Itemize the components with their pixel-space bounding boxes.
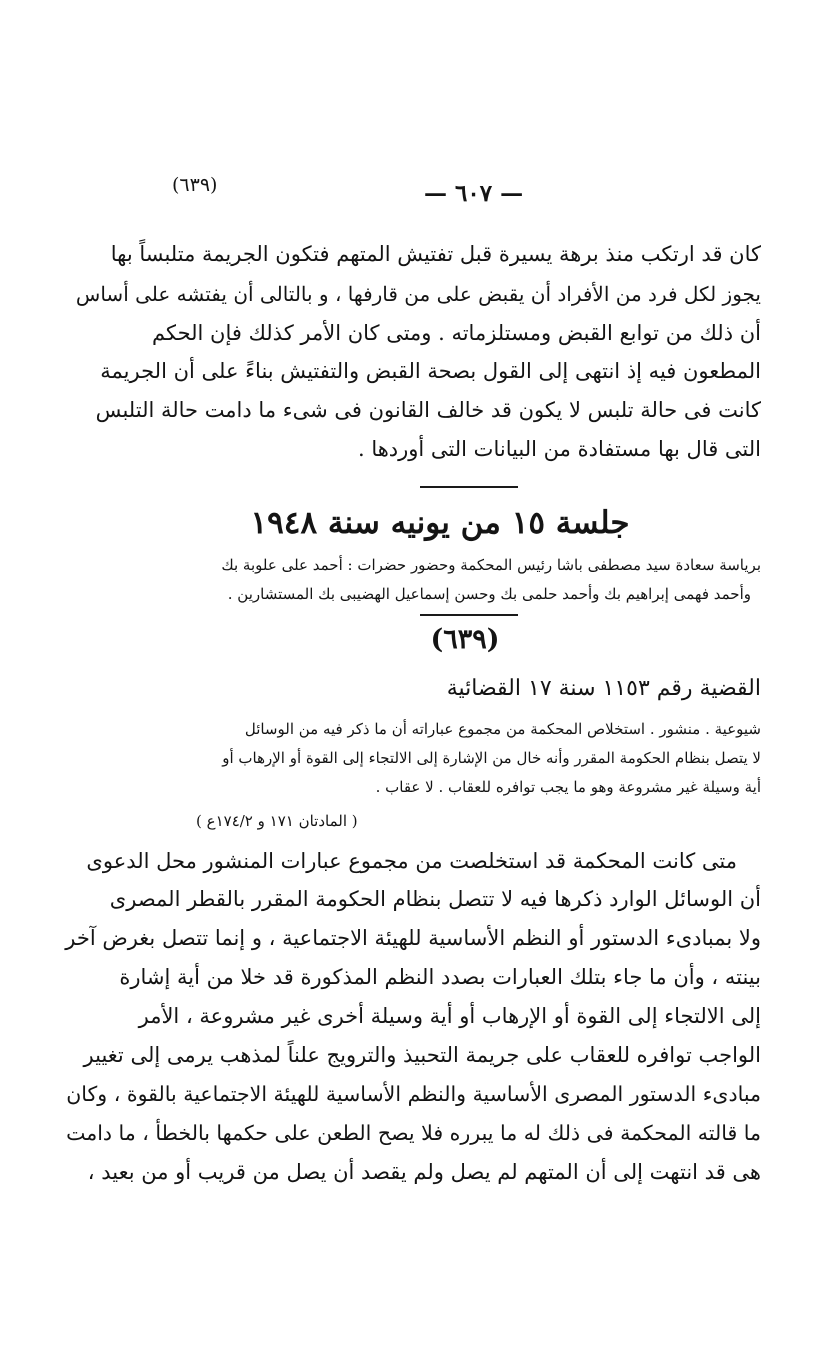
text-line: بينته ، وأن ما جاء بتلك العبارات بصدد النظم المذكورة قد خلا من أية إشارة bbox=[119, 965, 761, 989]
text-line: يجوز لكل فرد من الأفراد أن يقبض على من قارفها ، و بالتالى أن يفتشه على أساس bbox=[75, 282, 761, 306]
text-line: متى كانت المحكمة قد استخلصت من مجموع عبارات المنشور محل الدعوى bbox=[86, 849, 737, 873]
text-line: الواجب توافره للعقاب على جريمة التحبيذ والترويج علناً لمذهب يرمى إلى تغيير bbox=[83, 1043, 761, 1067]
divider bbox=[420, 614, 518, 616]
text-line: هى قد انتهت إلى أن المتهم لم يصل ولم يقصد أن يصل من قريب أو من بعيد ، bbox=[87, 1160, 761, 1184]
summary-line: أية وسيلة غير مشروعة وهو ما يجب توافره للعقاب . لا عقاب . bbox=[375, 778, 761, 796]
text-line: كانت فى حالة تلبس لا يكون قد خالف القانون فى شىء ما دامت حالة التلبس bbox=[95, 398, 761, 422]
text-line: أن ذلك من توابع القبض ومستلزماته . ومتى كان الأمر كذلك فإن الحكم bbox=[152, 321, 761, 345]
text-line: كان قد ارتكب منذ برهة يسيرة قبل تفتيش المتهم فتكون الجريمة متلبساً بها bbox=[110, 242, 761, 266]
case-reference: (٦٣٩) bbox=[172, 174, 218, 196]
text-line: ولا بمبادىء الدستور أو النظم الأساسية للهيئة الاجتماعية ، و إنما تتصل بغرض آخر bbox=[65, 926, 761, 950]
text-line: إلى الالتجاء إلى القوة أو الإرهاب أو أية وسيلة أخرى غير مشروعة ، الأمر bbox=[138, 1004, 761, 1028]
summary-line: شيوعية . منشور . استخلاص المحكمة من مجموع عباراته أن ما ذكر فيه من الوسائل bbox=[244, 720, 761, 738]
case-title: القضية رقم ١١٥٣ سنة ١٧ القضائية bbox=[446, 676, 761, 701]
divider bbox=[420, 486, 518, 488]
text-line: أن الوسائل الوارد ذكرها فيه لا تتصل بنظام الحكومة المقرر بالقطر المصرى bbox=[109, 887, 761, 911]
text-line: التى قال بها مستفادة من البيانات التى أوردها . bbox=[357, 437, 761, 461]
articles-reference: ( المادتان ١٧١ و ١٧٤/٢ع ) bbox=[196, 812, 358, 830]
session-title: جلسة ١٥ من يونيه سنة ١٩٤٨ bbox=[250, 505, 630, 541]
text-line: ما قالته المحكمة فى ذلك له ما يبرره فلا يصح الطعن على حكمها بالخطأ ، ما دامت bbox=[66, 1121, 761, 1145]
presiding-line: برياسة سعادة سيد مصطفى باشا رئيس المحكمة وحضور حضرات : أحمد على علوبة بك bbox=[221, 556, 761, 574]
text-line: مبادىء الدستور المصرى الأساسية والنظم الأساسية للهيئة الاجتماعية بالقوة ، وكان bbox=[66, 1082, 761, 1106]
page-number: — ٦٠٧ — bbox=[424, 180, 524, 207]
presiding-line: وأحمد فهمى إبراهيم بك وأحمد حلمى بك وحسن إسماعيل الهضيبى بك المستشارين . bbox=[227, 585, 751, 603]
case-number: (٦٣٩) bbox=[430, 624, 500, 655]
text-line: المطعون فيه إذ انتهى إلى القول بصحة القبض والتفتيش بناءً على أن الجريمة bbox=[100, 359, 761, 383]
summary-line: لا يتصل بنظام الحكومة المقرر وأنه خال من الإشارة إلى الالتجاء إلى القوة أو الإرهاب أو bbox=[222, 749, 761, 767]
